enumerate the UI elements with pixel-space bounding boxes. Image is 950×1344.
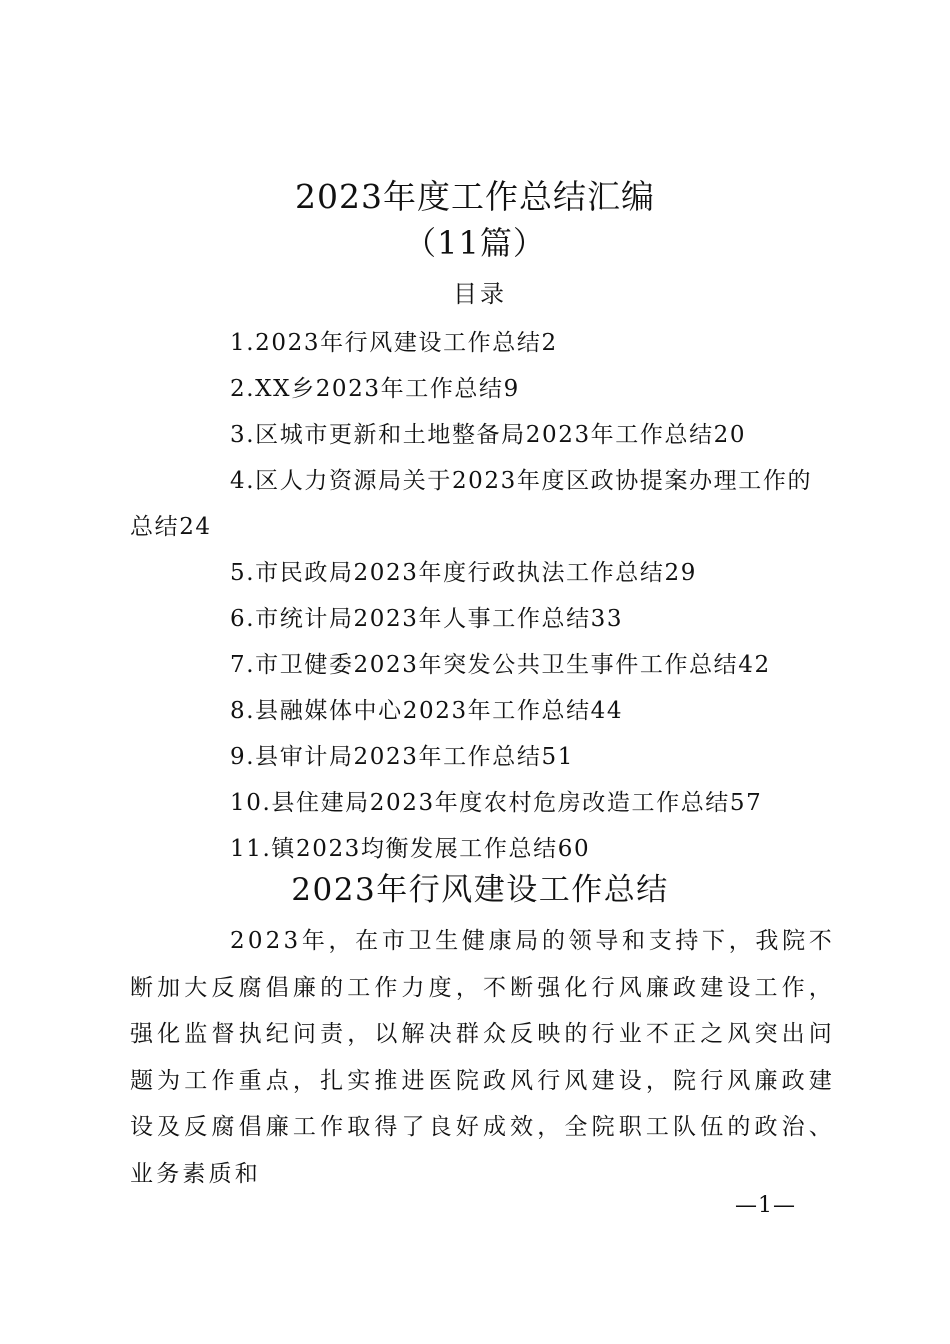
toc-item[interactable]: 11.镇2023均衡发展工作总结60 xyxy=(230,836,591,862)
table-of-contents xyxy=(130,320,835,872)
toc-item[interactable]: 10.县住建局2023年度农村危房改造工作总结57 xyxy=(230,790,763,816)
toc-heading: 目录 xyxy=(453,280,507,308)
toc-item[interactable]: 9.县审计局2023年工作总结51 xyxy=(230,744,574,770)
toc-item[interactable]: 2.XX乡2023年工作总结9 xyxy=(230,376,520,402)
toc-item[interactable]: 5.市民政局2023年度行政执法工作总结29 xyxy=(230,560,697,586)
body-paragraph: 2023年，在市卫生健康局的领导和支持下，我院不断加大反腐倡廉的工作力度，不断强化行风廉政建设工作，强化监督执纪问责，以解决群众反映的行业不正之风突出问题为工作重点，扎实推进医院政风行风建设，院行风廉政建设及反腐倡廉工作取得了良好成效，全院职工队伍的政治、业务素质和 xyxy=(130,928,835,1187)
section-heading: 2023年行风建设工作总结 xyxy=(291,872,669,908)
toc-item[interactable]: 8.县融媒体中心2023年工作总结44 xyxy=(230,698,624,724)
document-subtitle: （11篇） xyxy=(404,224,546,262)
toc-item[interactable]: 6.市统计局2023年人事工作总结33 xyxy=(230,606,624,632)
toc-item[interactable]: 3.区城市更新和土地整备局2023年工作总结20 xyxy=(230,422,747,448)
toc-item[interactable]: 7.市卫健委2023年突发公共卫生事件工作总结42 xyxy=(230,652,771,678)
page-number: —1— xyxy=(735,1193,796,1218)
toc-item[interactable]: 4.区人力资源局关于2023年度区政协提案办理工作的总结24 xyxy=(130,468,813,540)
toc-item[interactable]: 1.2023年行风建设工作总结2 xyxy=(230,330,558,356)
document-title: 2023年度工作总结汇编 xyxy=(295,177,655,216)
